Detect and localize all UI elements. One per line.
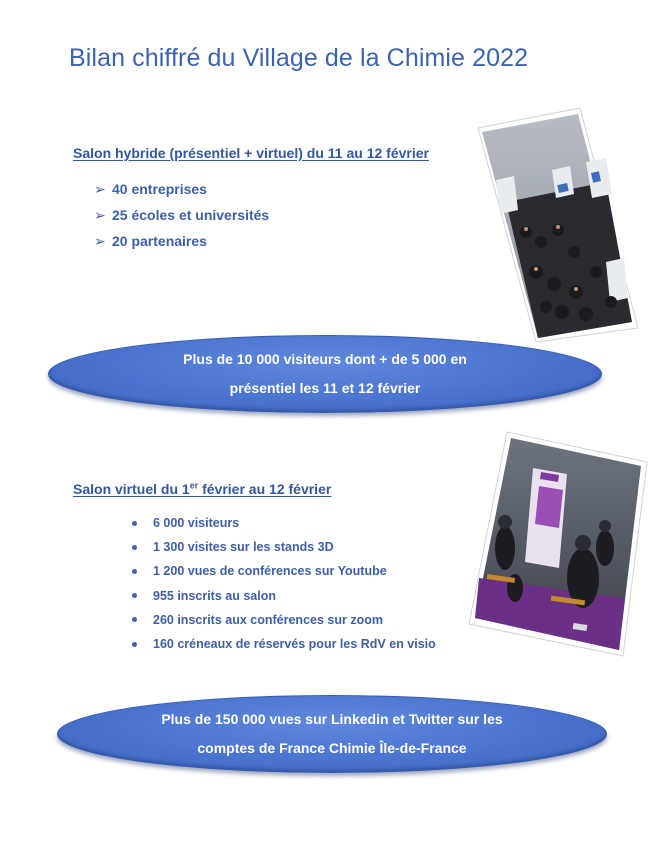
list-item [94,202,269,228]
list-item [132,632,436,656]
dot-bullet-icon [132,569,137,574]
visitors-at-stand-photo [455,428,650,658]
list-item-label: 6 000 visiteurs [153,516,240,531]
highlight-line-2: comptes de France Chimie Île-de-France [197,740,467,756]
social-media-highlight-ellipse [57,695,607,773]
page-title: Bilan chiffré du Village de la Chimie 2022 [69,43,529,72]
list-item-label: 25 écoles et universités [112,207,270,223]
list-item-label: 20 partenaires [112,233,207,249]
arrow-bullet-icon: ➢ [94,233,106,249]
list-item-label: 955 inscrits au salon [153,588,276,603]
highlight-text [161,705,502,763]
highlight-line-1: Plus de 10 000 visiteurs dont + de 5 000 en [183,351,467,367]
virtual-stats-list [132,511,436,656]
dot-bullet-icon [132,521,137,526]
list-item-label: 40 entreprises [112,181,207,197]
list-item [132,511,436,535]
arrow-bullet-icon: ➢ [94,181,106,197]
heading-text-end: février au 12 février [198,481,332,497]
list-item [94,228,269,254]
highlight-text [183,345,467,403]
list-item-label: 1 300 visites sur les stands 3D [153,540,334,555]
list-item-label: 260 inscrits aux conférences sur zoom [153,612,383,627]
dot-bullet-icon [132,593,137,598]
list-item [132,559,436,583]
list-item [132,584,436,608]
visitors-highlight-ellipse [48,335,602,413]
section-virtual-heading [73,481,331,497]
highlight-line-1: Plus de 150 000 vues sur Linkedin et Twitter sur les [161,711,503,727]
list-item [132,535,436,559]
heading-superscript: er [189,480,199,491]
dot-bullet-icon [132,617,137,622]
list-item [132,608,436,632]
arrow-bullet-icon: ➢ [94,207,106,223]
list-item-label: 1 200 vues de conférences sur Youtube [153,564,387,579]
crowd-exhibition-hall-photo [466,102,646,342]
list-item [94,176,269,202]
hybrid-stats-list [94,176,269,254]
dot-bullet-icon [132,545,137,550]
highlight-line-2: présentiel les 11 et 12 février [229,380,421,396]
list-item-label: 160 créneaux de réservés pour les RdV en visio [153,637,436,652]
heading-text-start: Salon virtuel du 1 [73,481,190,497]
section-hybrid-heading: Salon hybride (présentiel + virtuel) du 11 au 12 février [73,145,429,161]
dot-bullet-icon [132,642,137,647]
